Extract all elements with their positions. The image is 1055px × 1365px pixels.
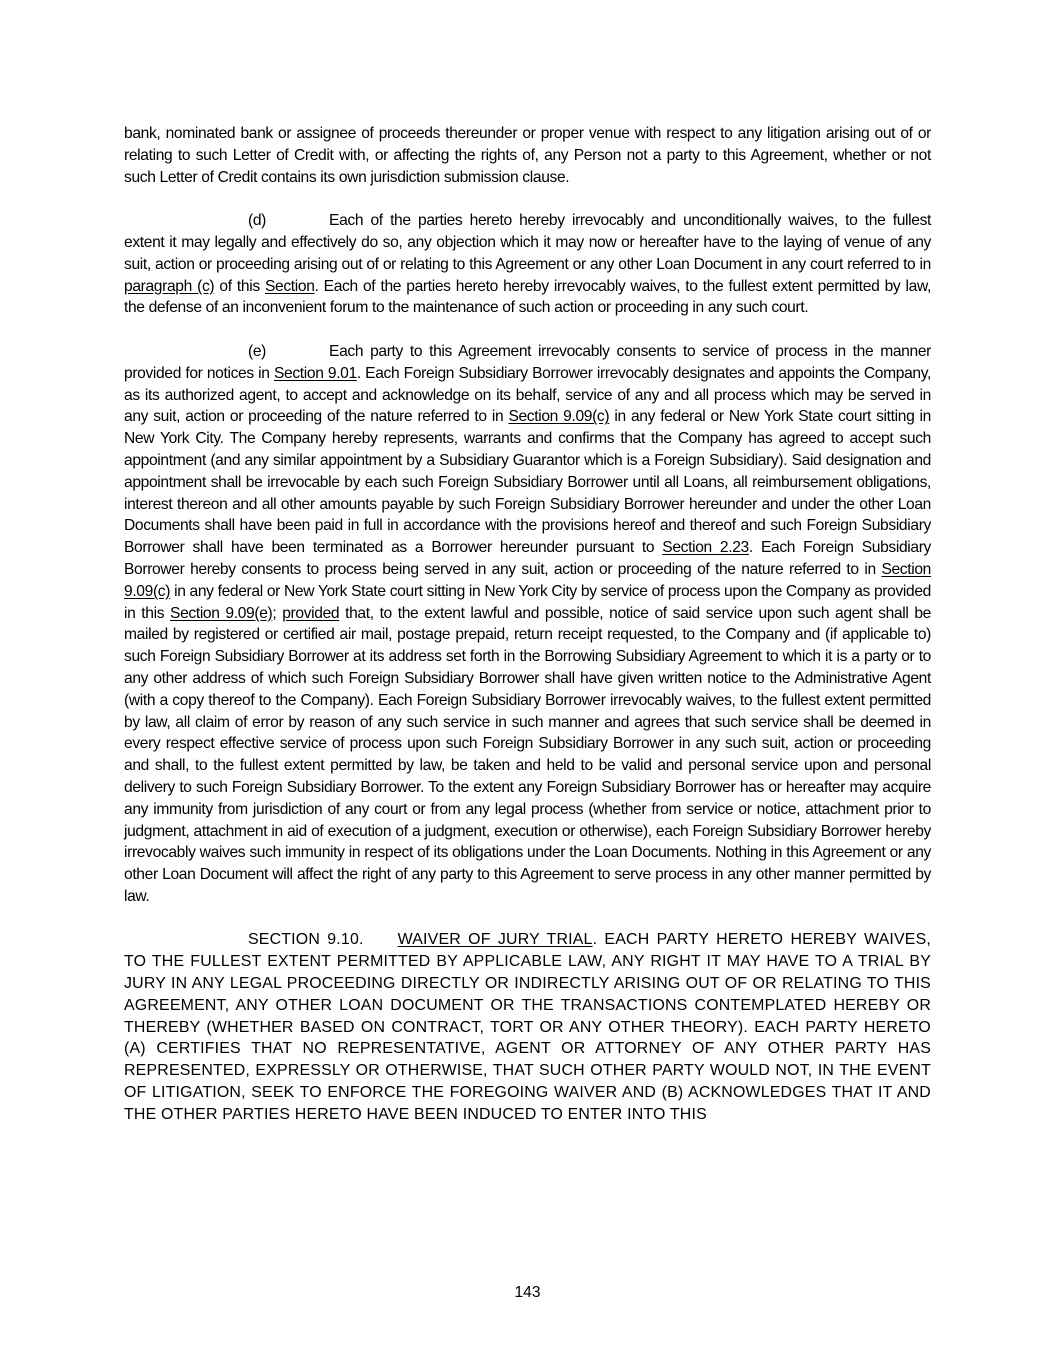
section-9-09c-link-2[interactable]: Section 9.09(c) — [124, 560, 931, 600]
paragraph-e-text-7: that, to the extent lawful and possible, notice of said service upon such agent shall be mailed by registered or certified air mail, postage prepaid, return receipt requested, to the Company and (if applicable to) such Foreign Subsidiary Borrower at its address set forth in the Borrowing Subsidiary Agreement to which it is a party or to any other address of which such Foreign Subsidiary Borrower shall have given written notice to the Administrative Agent (with a copy thereof to the Company). Each Foreign Subsidiary Borrower irrevocably waives, to the fullest extent permitted by law, all claim of error by reason of any such service in such manner and agrees that such service shall be deemed in every respect effective service of process upon such Foreign Subsidiary Borrower in any such suit, action or proceeding and shall, to the fullest extent permitted by law, be taken and held to be valid and personal service upon and personal delivery to such Foreign Subsidiary Borrower. To the extent any Foreign Subsidiary Borrower has or hereafter may acquire any immunity from jurisdiction of any court or from any legal process (whether from service or notice, attachment prior to judgment, attachment in aid of execution of a judgment, execution or otherwise), each Foreign Subsidiary Borrower hereby irrevocably waives such immunity in respect of its obligations under the Loan Documents. Nothing in this Agreement or any other Loan Document will affect the right of any party to this Agreement to serve process in any other manner permitted by law. — [124, 604, 931, 905]
document-body — [124, 123, 931, 1147]
section-9-10-paragraph — [124, 929, 931, 1125]
page-number: 143 — [514, 1284, 541, 1301]
section-9-09e-link[interactable]: Section 9.09(e) — [170, 604, 273, 622]
paragraph-e — [124, 341, 931, 908]
paragraph-d — [124, 210, 931, 319]
paragraph-intro-text: bank, nominated bank or assignee of proceeds thereunder or proper venue with respect to any litigation arising out of or relating to such Letter of Credit with, or affecting the rights of, any Person not a party to this Agreement, whether or not such Letter of Credit contains its own jurisdiction submission clause. — [124, 125, 931, 186]
section-9-09c-link[interactable]: Section 9.09(c) — [508, 408, 610, 426]
paragraph-e-text-1: Each party to this Agreement irrevocably consents to service of process in the manner provided for notices in — [124, 342, 931, 382]
section-9-01-link[interactable]: Section 9.01 — [273, 364, 357, 382]
paragraph-e-text-5: in any federal or New York State court sitting in New York City by service of process upon the Company as provided in this — [124, 582, 931, 622]
paragraph-intro — [124, 123, 931, 188]
paragraph-d-text-2: of this — [214, 277, 265, 295]
paragraph-c-reference-link[interactable]: paragraph (c) — [124, 277, 215, 295]
section-heading: WAIVER OF JURY TRIAL — [397, 931, 593, 949]
paragraph-d-text-3: . Each of the parties hereto hereby irrevocably waives, to the fullest extent permitted by law, the defense of an inconvenient forum to the maintenance of such action or proceeding in any such court. — [124, 277, 932, 317]
section-2-23-link[interactable]: Section 2.23 — [662, 539, 749, 557]
paragraph-e-text-2: . Each Foreign Subsidiary Borrower irrevocably designates and appoints the Company, as its authorized agent, to accept and acknowledge on its behalf, service of any and all process which may be served in any suit, action or proceeding of the nature referred to in — [124, 364, 931, 426]
paragraph-e-text-4: . Each Foreign Subsidiary Borrower hereby consents to process being served in any suit, action or proceeding of the nature referred to in — [124, 539, 931, 578]
provided-term: provided — [282, 604, 340, 622]
section-number: SECTION 9.10. — [248, 931, 364, 949]
paragraph-e-text-3: in any federal or New York State court sitting in New York City. The Company hereby represents, warrants and confirms that the Company has agreed to accept such appointment (and any similar appointment by a Subsidiary Guarantor which is a Foreign Subsidiary). Said designation and appointment shall be irrevocable by each such Foreign Subsidiary Borrower until all Loans, all reimbursement obligations, interest thereon and all other amounts payable by such Foreign Subsidiary Borrower hereunder and under the other Loan Documents shall have been paid in full in accordance with the provisions hereof and thereof and such Foreign Subsidiary Borrower shall have been terminated as a Borrower hereunder pursuant to — [124, 408, 931, 557]
paragraph-e-text-6: ; — [272, 604, 283, 622]
section-reference-link[interactable]: Section — [264, 277, 315, 295]
section-9-10-text: . EACH PARTY HERETO HEREBY WAIVES, TO THE FULLEST EXTENT PERMITTED BY APPLICABLE LAW, ANY RIGHT IT MAY HAVE TO A TRIAL BY JURY IN ANY LEGAL PROCEEDING DIRECTLY OR INDIRECTLY ARISING OUT OF OR RELATING TO THIS AGREEMENT, ANY OTHER LOAN DOCUMENT OR THE TRANSACTIONS CONTEMPLATED HEREBY OR THEREBY (WHETHER BASED ON CONTRACT, TORT OR ANY OTHER THEORY). EACH PARTY HERETO (A) CERTIFIES THAT NO REPRESENTATIVE, AGENT OR ATTORNEY OF ANY OTHER PARTY HAS REPRESENTED, EXPRESSLY OR OTHERWISE, THAT SUCH OTHER PARTY WOULD NOT, IN THE EVENT OF LITIGATION, SEEK TO ENFORCE THE FOREGOING WAIVER AND (B) ACKNOWLEDGES THAT IT AND THE OTHER PARTIES HERETO HAVE BEEN INDUCED TO ENTER INTO THIS — [124, 931, 931, 1123]
paragraph-d-text-1: Each of the parties hereto hereby irrevocably and unconditionally waives, to the fullest extent it may legally and effectively do so, any objection which it may now or hereafter have to the laying of venue of any suit, action or proceeding arising out of or relating to this Agreement or any other Loan Document in any court referred to in — [124, 212, 931, 273]
paragraph-d-label: (d) — [248, 212, 267, 230]
paragraph-e-label: (e) — [248, 342, 267, 360]
